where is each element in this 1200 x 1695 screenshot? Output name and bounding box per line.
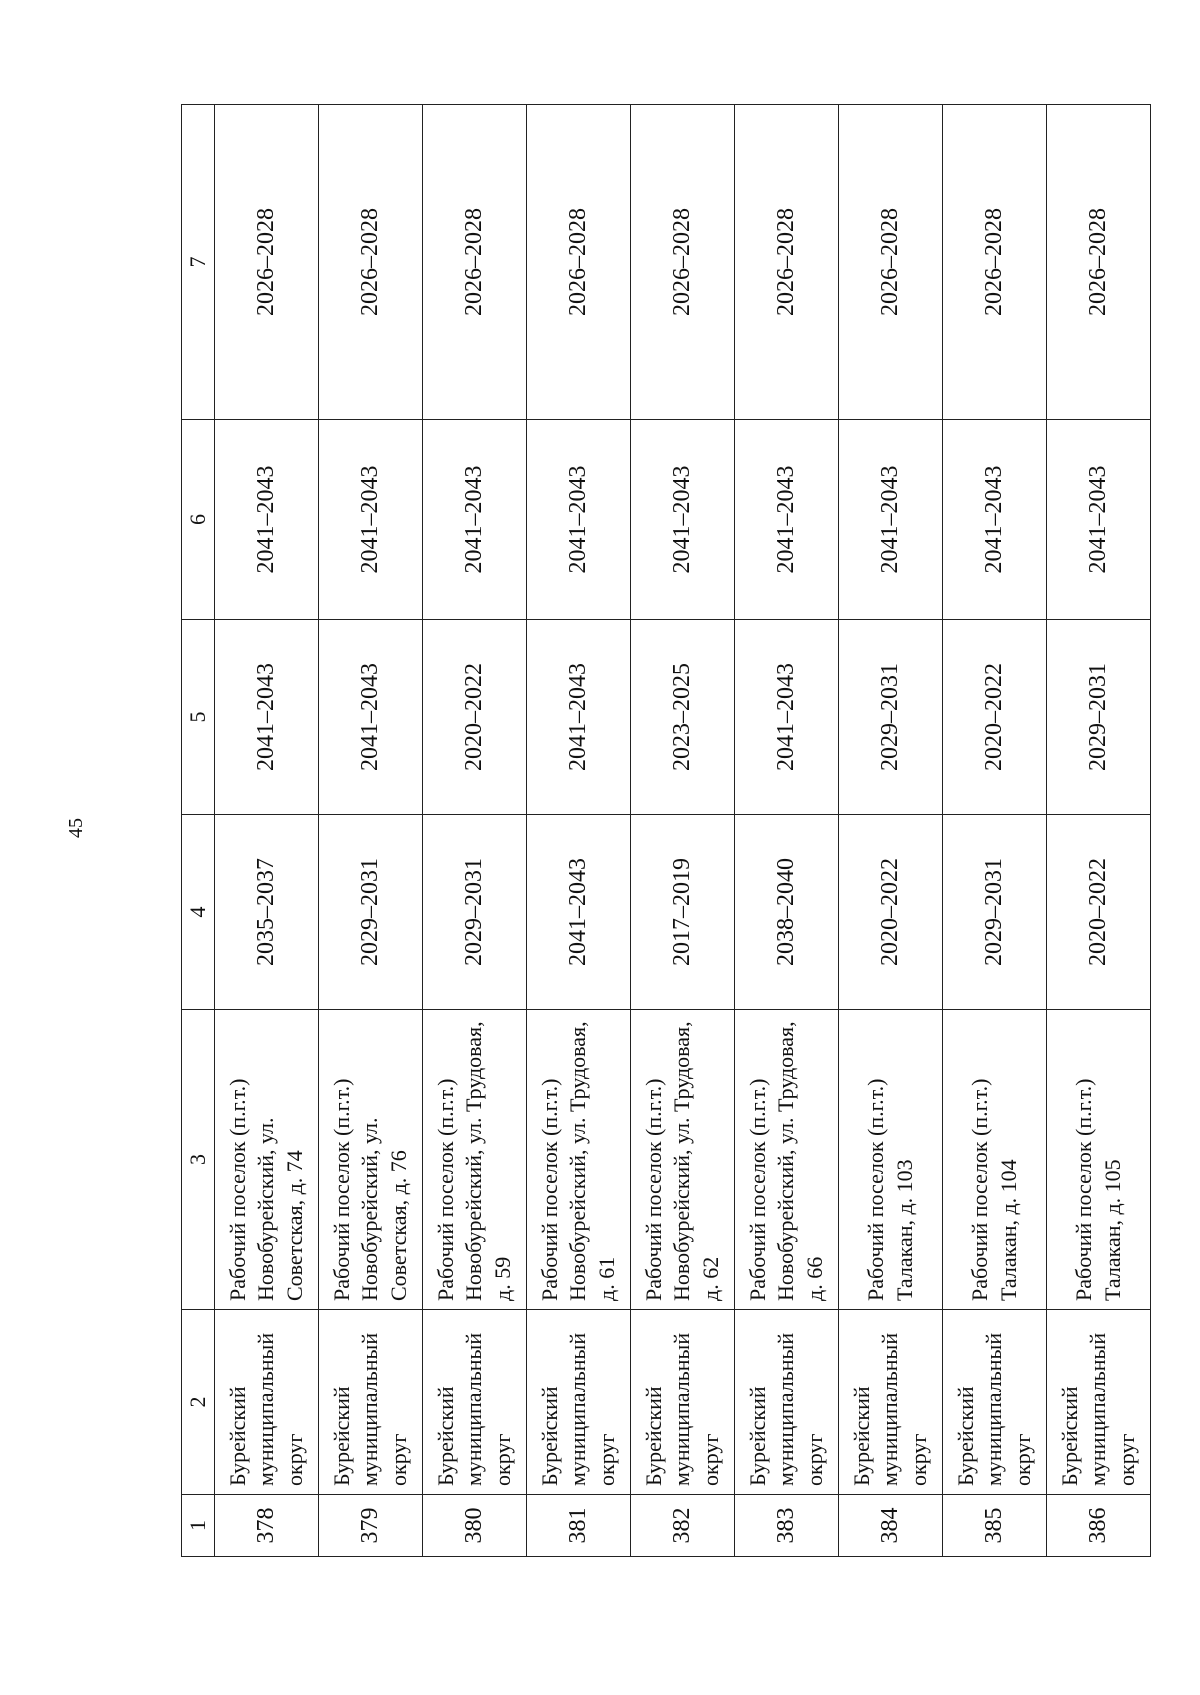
address-cell: Рабочий поселок (п.г.т.) Новобурейский, ул. Трудовая, д. 59 bbox=[423, 1010, 527, 1310]
table-row bbox=[839, 105, 943, 1557]
col7-cell: 2026–2028 bbox=[631, 105, 735, 420]
col6-cell: 2041–2043 bbox=[215, 420, 319, 620]
table-row bbox=[423, 105, 527, 1557]
row-number: 382 bbox=[631, 1495, 735, 1557]
col4-cell: 2029–2031 bbox=[423, 815, 527, 1010]
address-cell: Рабочий поселок (п.г.т.) Новобурейский, ул. Трудовая, д. 66 bbox=[735, 1010, 839, 1310]
table-row bbox=[943, 105, 1047, 1557]
col7-cell: 2026–2028 bbox=[527, 105, 631, 420]
row-number: 380 bbox=[423, 1495, 527, 1557]
table-row bbox=[215, 105, 319, 1557]
row-number: 385 bbox=[943, 1495, 1047, 1557]
address-cell: Рабочий поселок (п.г.т.) Новобурейский, ул. Советская, д. 76 bbox=[319, 1010, 423, 1310]
column-header-2: 2 bbox=[182, 1310, 215, 1495]
column-header-4: 4 bbox=[182, 815, 215, 1010]
col7-cell: 2026–2028 bbox=[423, 105, 527, 420]
col5-cell: 2041–2043 bbox=[215, 620, 319, 815]
col6-cell: 2041–2043 bbox=[631, 420, 735, 620]
district-cell: Бурейский муниципальный округ bbox=[631, 1310, 735, 1495]
table-container bbox=[181, 105, 1151, 1557]
table-row bbox=[1047, 105, 1151, 1557]
col7-cell: 2026–2028 bbox=[1047, 105, 1151, 420]
row-number: 383 bbox=[735, 1495, 839, 1557]
col7-cell: 2026–2028 bbox=[319, 105, 423, 420]
schedule-table bbox=[181, 104, 1151, 1557]
col6-cell: 2041–2043 bbox=[839, 420, 943, 620]
col6-cell: 2041–2043 bbox=[527, 420, 631, 620]
district-cell: Бурейский муниципальный округ bbox=[215, 1310, 319, 1495]
col7-cell: 2026–2028 bbox=[943, 105, 1047, 420]
table-row bbox=[319, 105, 423, 1557]
district-cell: Бурейский муниципальный округ bbox=[527, 1310, 631, 1495]
district-cell: Бурейский муниципальный округ bbox=[423, 1310, 527, 1495]
address-cell: Рабочий поселок (п.г.т.) Талакан, д. 103 bbox=[839, 1010, 943, 1310]
col4-cell: 2029–2031 bbox=[943, 815, 1047, 1010]
district-cell: Бурейский муниципальный округ bbox=[839, 1310, 943, 1495]
col5-cell: 2029–2031 bbox=[1047, 620, 1151, 815]
address-cell: Рабочий поселок (п.г.т.) Новобурейский, ул. Трудовая, д. 61 bbox=[527, 1010, 631, 1310]
col7-cell: 2026–2028 bbox=[215, 105, 319, 420]
col7-cell: 2026–2028 bbox=[735, 105, 839, 420]
table-row bbox=[527, 105, 631, 1557]
table-row bbox=[735, 105, 839, 1557]
col4-cell: 2041–2043 bbox=[527, 815, 631, 1010]
column-header-6: 6 bbox=[182, 420, 215, 620]
col4-cell: 2020–2022 bbox=[839, 815, 943, 1010]
table-row bbox=[631, 105, 735, 1557]
row-number: 381 bbox=[527, 1495, 631, 1557]
address-cell: Рабочий поселок (п.г.т.) Талакан, д. 105 bbox=[1047, 1010, 1151, 1310]
col4-cell: 2038–2040 bbox=[735, 815, 839, 1010]
col5-cell: 2023–2025 bbox=[631, 620, 735, 815]
column-header-3: 3 bbox=[182, 1010, 215, 1310]
column-header-5: 5 bbox=[182, 620, 215, 815]
col6-cell: 2041–2043 bbox=[423, 420, 527, 620]
address-cell: Рабочий поселок (п.г.т.) Новобурейский, ул. Советская, д. 74 bbox=[215, 1010, 319, 1310]
address-cell: Рабочий поселок (п.г.т.) Талакан, д. 104 bbox=[943, 1010, 1047, 1310]
col6-cell: 2041–2043 bbox=[1047, 420, 1151, 620]
column-header-1: 1 bbox=[182, 1495, 215, 1557]
page-number: 45 bbox=[65, 818, 87, 838]
col6-cell: 2041–2043 bbox=[735, 420, 839, 620]
address-cell: Рабочий поселок (п.г.т.) Новобурейский, ул. Трудовая, д. 62 bbox=[631, 1010, 735, 1310]
col6-cell: 2041–2043 bbox=[943, 420, 1047, 620]
col4-cell: 2020–2022 bbox=[1047, 815, 1151, 1010]
row-number: 384 bbox=[839, 1495, 943, 1557]
column-header-7: 7 bbox=[182, 105, 215, 420]
col5-cell: 2041–2043 bbox=[735, 620, 839, 815]
col5-cell: 2029–2031 bbox=[839, 620, 943, 815]
district-cell: Бурейский муниципальный округ bbox=[735, 1310, 839, 1495]
col4-cell: 2035–2037 bbox=[215, 815, 319, 1010]
col5-cell: 2020–2022 bbox=[943, 620, 1047, 815]
col5-cell: 2041–2043 bbox=[319, 620, 423, 815]
col5-cell: 2041–2043 bbox=[527, 620, 631, 815]
col7-cell: 2026–2028 bbox=[839, 105, 943, 420]
row-number: 386 bbox=[1047, 1495, 1151, 1557]
district-cell: Бурейский муниципальный округ bbox=[943, 1310, 1047, 1495]
col5-cell: 2020–2022 bbox=[423, 620, 527, 815]
row-number: 378 bbox=[215, 1495, 319, 1557]
col6-cell: 2041–2043 bbox=[319, 420, 423, 620]
header-row bbox=[182, 105, 215, 1557]
col4-cell: 2029–2031 bbox=[319, 815, 423, 1010]
district-cell: Бурейский муниципальный округ bbox=[319, 1310, 423, 1495]
col4-cell: 2017–2019 bbox=[631, 815, 735, 1010]
district-cell: Бурейский муниципальный округ bbox=[1047, 1310, 1151, 1495]
row-number: 379 bbox=[319, 1495, 423, 1557]
